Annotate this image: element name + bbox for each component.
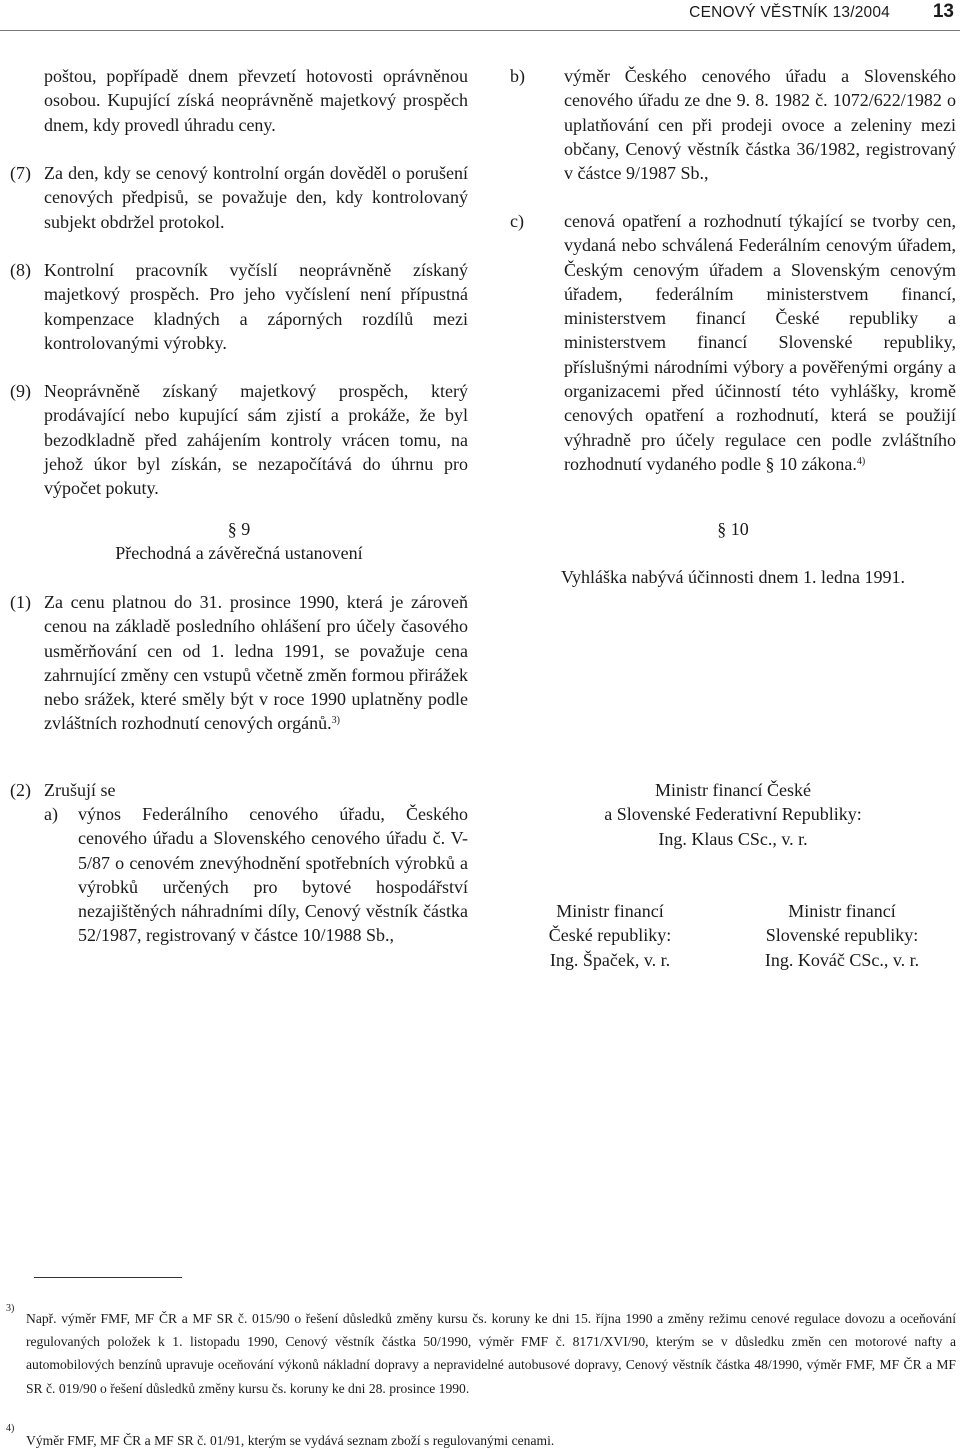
signature-name: Ing. Klaus CSc., v. r. <box>658 828 808 849</box>
section-9-paragraph-1 <box>10 590 468 736</box>
item-text: výnos Federálního cenového úřadu, Českého cenového úřadu a Slovenského cenového úřadu č. V-5/87 o cenovém znevýhodnění spotřebních výrobků a výrobků určených pro bytové hospodářství nezajištěných náhradními díly, Cenový věstník částka 52/1987, registrovaný v částce 10/1988 Sb., <box>78 804 468 946</box>
paragraph-text: Zrušují se <box>44 780 116 800</box>
signature-federal <box>510 778 956 851</box>
signature-line: a Slovenské Federativní Republiky: <box>604 804 862 825</box>
footnote-rule <box>34 1277 182 1278</box>
paragraph-9 <box>10 379 468 500</box>
item-label: a) <box>44 804 58 824</box>
footnote-3: Např. výměr FMF, MF ČR a MF SR č. 015/90 o řešení důsledků změny kursu čs. koruny ke dni 15. října 1990 a změny režimu cenové regulace dovozu a oceňování regulovaných položek k 1. listopadu 1990, Cenový věstník částka 50/1990, výměr FMF č. 8171/XVI/90, kterým se v důsledku změn cen motorové nafty a automobilových benzínů upravuje oceňování výkonů nákladní dopravy a nepravidelné autobusové dopravy, Cenový věstník částka 48/1990, výměr FMF, MF ČR a MF SR č. 019/90 o řešení důsledků změny kursu čs. koruny ke dni 28. prosince 1990. <box>26 1311 956 1396</box>
footnote-3-mark: 3) <box>6 1303 15 1314</box>
signature-name: Ing. Špaček, v. r. <box>549 949 671 970</box>
page-header <box>0 0 960 22</box>
signature-line: Ministr financí <box>556 901 664 921</box>
section-9-title: Přechodná a závěrečná ustanovení <box>115 543 363 563</box>
section-10-text: Vyhláška nabývá účinnosti dnem 1. ledna 1991. <box>561 567 905 587</box>
paragraph-text: Neoprávněně získaný majetkový prospěch, který prodávající nebo kupující sám zjistí a prokáže, že byl bezodkladně před zahájením kontroly vrácen tomu, na jehož úkor byl získán, se nezapočítává do úhrnu pro výpočet pokuty. <box>44 381 468 499</box>
section-9-heading: § 9 <box>227 519 251 539</box>
paragraph-text: Za den, kdy se cenový kontrolní orgán dověděl o porušení cenových předpisů, se považuje den, kdy kontrolovaný subjekt obdržel protokol. <box>44 163 468 232</box>
signature-czech <box>500 899 720 972</box>
paragraph-label: (8) <box>10 260 31 280</box>
paragraph-text: Kontrolní pracovník vyčíslí neoprávněně získaný majetkový prospěch. Pro jeho vyčíslení není přípustná kompenzace kladných a záporných rozdílů mezi kontrolovanými výrobky. <box>44 260 468 353</box>
item-text: cenová opatření a rozhodnutí týkající se tvorby cen, vydaná nebo schválená Federálním cenovým úřadem, Českým cenovým úřadem a Slovenským cenovým úřadem, federálním ministerstvem financí, ministerstvem financí České republiky a ministerstvem financí Slovenské republiky, příslušnými národními výbory a pověřenými orgány a organizacemi před účinností této vyhlášky, kromě cenových opatření a rozhodnutí, která se použijí výhradně pro účely regulace cen podle zvláštního rozhodnutí vydaného podle § 10 zákona.$^{4)}$ <box>564 211 956 474</box>
repealed-item-b <box>510 64 956 185</box>
signature-name: Ing. Kováč CSc., v. r. <box>764 949 920 970</box>
footnote-ref-4: 4) <box>856 455 866 467</box>
item-text: výměr Českého cenového úřadu a Slovenského cenového úřadu ze dne 9. 8. 1982 č. 1072/622/1982 o uplatňování cen při prodeji ovoce a zeleniny mezi občany, Cenový věstník částka 36/1982, registrovaný v částce 9/1987 Sb., <box>564 66 956 184</box>
item-label: b) <box>510 66 525 86</box>
paragraph-text: Za cenu platnou do 31. prosince 1990, která je zároveň cenou na základě posledního ohlášení pro účely časového usměrňování cen od 1. ledna 1991, se považuje cena zahrnující změny cen vstupů včetně změn formou přirážek nebo srážek, které směly být v roce 1990 uplatněny podle zvláštních rozhodnutí cenových orgánů.$^{3)}$ <box>44 592 468 734</box>
signature-line: České republiky: <box>548 925 672 946</box>
intro-paragraph: poštou, popřípadě dnem převzetí hotovosti oprávněnou osobou. Kupující získá neoprávněně majetkový prospěch dnem, kdy provedl úhradu ceny. <box>44 66 468 135</box>
footnote-4: Výměr FMF, MF ČR a MF SR č. 01/91, kterým se vydává seznam zboží s regulovanými cenami. <box>26 1433 555 1448</box>
signature-slovak <box>732 899 952 972</box>
signature-line: Slovenské republiky: <box>765 925 919 946</box>
footnote-4-mark: 4) <box>6 1423 15 1434</box>
paragraph-label: (7) <box>10 163 31 183</box>
paragraph-label: (2) <box>10 780 31 800</box>
journal-title: CENOVÝ VĚSTNÍK 13/2004 <box>689 4 890 21</box>
repealed-item-a <box>44 802 468 948</box>
paragraph-label: (1) <box>10 592 31 612</box>
page-number: 13 <box>932 1 954 22</box>
paragraph-8 <box>10 258 468 355</box>
paragraph-label: (9) <box>10 381 31 401</box>
item-label: c) <box>510 211 524 231</box>
paragraph-7 <box>10 161 468 234</box>
section-10-heading: § 10 <box>717 519 749 539</box>
section-9-paragraph-2 <box>10 778 468 802</box>
footnote-ref-3: 3) <box>331 715 340 727</box>
signature-line: Ministr financí <box>788 901 896 921</box>
signature-line: Ministr financí České <box>655 780 811 800</box>
repealed-item-c <box>510 209 956 476</box>
header-rule <box>0 30 960 31</box>
